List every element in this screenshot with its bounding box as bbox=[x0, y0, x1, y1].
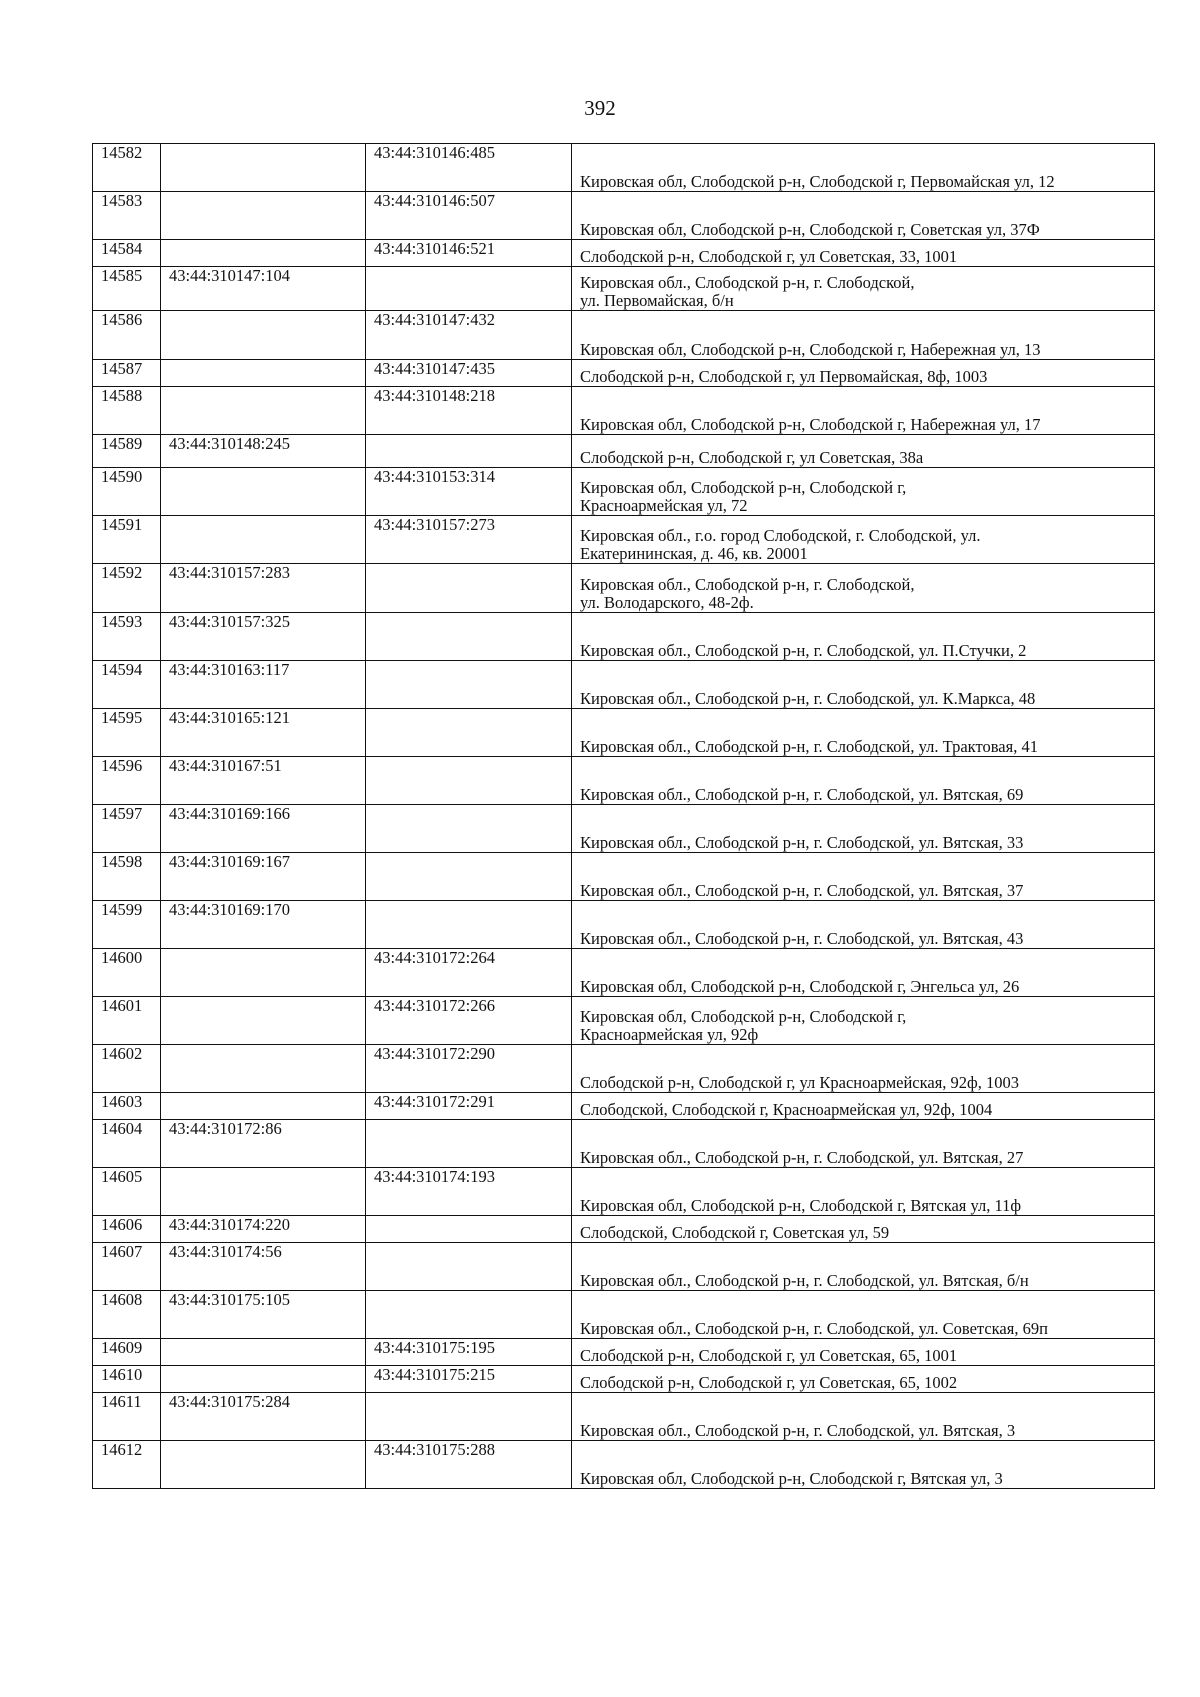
row-number-cell: 14585 bbox=[93, 267, 161, 311]
table-row bbox=[93, 468, 1155, 516]
address-cell: Слободской р-н, Слободской г, ул Красноармейская, 92ф, 1003 bbox=[572, 1045, 1155, 1093]
row-number-cell: 14605 bbox=[93, 1168, 161, 1216]
cadastral-number-cell bbox=[161, 1339, 366, 1366]
table-row bbox=[93, 311, 1155, 360]
cadastral-number-cell: 43:44:310167:51 bbox=[161, 757, 366, 805]
row-number-cell: 14586 bbox=[93, 311, 161, 360]
cadastral-number-cell bbox=[161, 468, 366, 516]
cadastral-number-cell: 43:44:310169:170 bbox=[161, 901, 366, 949]
table-row bbox=[93, 949, 1155, 997]
cadastral-number-alt-cell bbox=[366, 901, 572, 949]
cadastral-number-cell: 43:44:310169:167 bbox=[161, 853, 366, 901]
row-number-cell: 14582 bbox=[93, 144, 161, 192]
cadastral-number-cell: 43:44:310148:245 bbox=[161, 435, 366, 468]
cadastral-number-cell bbox=[161, 1168, 366, 1216]
cadastral-number-alt-cell bbox=[366, 1120, 572, 1168]
row-number-cell: 14606 bbox=[93, 1216, 161, 1243]
cadastral-number-alt-cell bbox=[366, 613, 572, 661]
cadastral-number-cell: 43:44:310172:86 bbox=[161, 1120, 366, 1168]
table-row bbox=[93, 805, 1155, 853]
row-number-cell: 14607 bbox=[93, 1243, 161, 1291]
cadastral-number-alt-cell: 43:44:310172:266 bbox=[366, 997, 572, 1045]
address-cell: Слободской, Слободской г, Красноармейская ул, 92ф, 1004 bbox=[572, 1093, 1155, 1120]
address-cell: Кировская обл, Слободской р-н, Слободской г, Красноармейская ул, 92ф bbox=[572, 997, 1155, 1045]
address-cell: Кировская обл., Слободской р-н, г. Слободской, ул. П.Стучки, 2 bbox=[572, 613, 1155, 661]
cadastral-number-cell bbox=[161, 311, 366, 360]
cadastral-number-cell bbox=[161, 387, 366, 435]
table-row bbox=[93, 757, 1155, 805]
address-cell: Кировская обл., Слободской р-н, г. Слободской, ул. Первомайская, б/н bbox=[572, 267, 1155, 311]
address-cell: Кировская обл., г.о. город Слободской, г. Слободской, ул. Екатерининская, д. 46, кв. 20001 bbox=[572, 516, 1155, 564]
table-row bbox=[93, 192, 1155, 240]
table-row bbox=[93, 901, 1155, 949]
cadastral-number-cell: 43:44:310174:56 bbox=[161, 1243, 366, 1291]
cadastral-number-cell: 43:44:310157:283 bbox=[161, 564, 366, 613]
cadastral-number-alt-cell: 43:44:310146:485 bbox=[366, 144, 572, 192]
cadastral-number-alt-cell bbox=[366, 709, 572, 757]
row-number-cell: 14595 bbox=[93, 709, 161, 757]
row-number-cell: 14602 bbox=[93, 1045, 161, 1093]
cadastral-number-cell: 43:44:310157:325 bbox=[161, 613, 366, 661]
cadastral-number-cell: 43:44:310175:105 bbox=[161, 1291, 366, 1339]
cadastral-number-cell: 43:44:310165:121 bbox=[161, 709, 366, 757]
address-cell: Кировская обл., Слободской р-н, г. Слободской, ул. Вятская, 27 bbox=[572, 1120, 1155, 1168]
row-number-cell: 14589 bbox=[93, 435, 161, 468]
table-row bbox=[93, 1120, 1155, 1168]
address-cell: Кировская обл, Слободской р-н, Слободской г, Советская ул, 37Ф bbox=[572, 192, 1155, 240]
cadastral-number-alt-cell: 43:44:310175:215 bbox=[366, 1366, 572, 1393]
row-number-cell: 14604 bbox=[93, 1120, 161, 1168]
table-row bbox=[93, 661, 1155, 709]
table-row bbox=[93, 267, 1155, 311]
row-number-cell: 14590 bbox=[93, 468, 161, 516]
address-cell: Кировская обл., Слободской р-н, г. Слободской, ул. Вятская, 33 bbox=[572, 805, 1155, 853]
row-number-cell: 14599 bbox=[93, 901, 161, 949]
cadastral-number-cell: 43:44:310163:117 bbox=[161, 661, 366, 709]
row-number-cell: 14610 bbox=[93, 1366, 161, 1393]
row-number-cell: 14601 bbox=[93, 997, 161, 1045]
address-cell: Кировская обл, Слободской р-н, Слободской г, Набережная ул, 13 bbox=[572, 311, 1155, 360]
table-row bbox=[93, 387, 1155, 435]
row-number-cell: 14608 bbox=[93, 1291, 161, 1339]
cadastral-number-alt-cell: 43:44:310147:435 bbox=[366, 360, 572, 387]
table-row bbox=[93, 853, 1155, 901]
table-row bbox=[93, 1168, 1155, 1216]
cadastral-number-alt-cell: 43:44:310148:218 bbox=[366, 387, 572, 435]
address-cell: Кировская обл., Слободской р-н, г. Слободской, ул. Вятская, б/н bbox=[572, 1243, 1155, 1291]
cadastral-number-alt-cell: 43:44:310175:288 bbox=[366, 1441, 572, 1489]
row-number-cell: 14587 bbox=[93, 360, 161, 387]
row-number-cell: 14594 bbox=[93, 661, 161, 709]
cadastral-number-cell bbox=[161, 192, 366, 240]
cadastral-number-alt-cell bbox=[366, 1243, 572, 1291]
registry-table bbox=[92, 143, 1155, 1489]
table-row bbox=[93, 1393, 1155, 1441]
cadastral-number-cell: 43:44:310169:166 bbox=[161, 805, 366, 853]
address-cell: Слободской, Слободской г, Советская ул, 59 bbox=[572, 1216, 1155, 1243]
table-row bbox=[93, 1441, 1155, 1489]
table-row bbox=[93, 997, 1155, 1045]
cadastral-number-alt-cell: 43:44:310172:264 bbox=[366, 949, 572, 997]
cadastral-number-alt-cell: 43:44:310146:521 bbox=[366, 240, 572, 267]
row-number-cell: 14600 bbox=[93, 949, 161, 997]
table-row bbox=[93, 1216, 1155, 1243]
cadastral-number-alt-cell: 43:44:310172:291 bbox=[366, 1093, 572, 1120]
cadastral-number-cell: 43:44:310174:220 bbox=[161, 1216, 366, 1243]
cadastral-number-cell bbox=[161, 240, 366, 267]
cadastral-number-alt-cell bbox=[366, 1291, 572, 1339]
address-cell: Кировская обл., Слободской р-н, г. Слободской, ул. Володарского, 48-2ф. bbox=[572, 564, 1155, 613]
table-row bbox=[93, 360, 1155, 387]
address-cell: Кировская обл, Слободской р-н, Слободской г, Энгельса ул, 26 bbox=[572, 949, 1155, 997]
cadastral-number-alt-cell bbox=[366, 1216, 572, 1243]
row-number-cell: 14597 bbox=[93, 805, 161, 853]
row-number-cell: 14611 bbox=[93, 1393, 161, 1441]
cadastral-number-alt-cell: 43:44:310172:290 bbox=[366, 1045, 572, 1093]
cadastral-number-alt-cell bbox=[366, 853, 572, 901]
address-cell: Кировская обл., Слободской р-н, г. Слободской, ул. Трактовая, 41 bbox=[572, 709, 1155, 757]
row-number-cell: 14591 bbox=[93, 516, 161, 564]
table-row bbox=[93, 1243, 1155, 1291]
address-cell: Кировская обл., Слободской р-н, г. Слободской, ул. Вятская, 69 bbox=[572, 757, 1155, 805]
cadastral-number-alt-cell: 43:44:310153:314 bbox=[366, 468, 572, 516]
cadastral-number-alt-cell: 43:44:310175:195 bbox=[366, 1339, 572, 1366]
row-number-cell: 14588 bbox=[93, 387, 161, 435]
cadastral-number-cell bbox=[161, 1045, 366, 1093]
registry-rows bbox=[93, 144, 1155, 1489]
cadastral-number-alt-cell: 43:44:310147:432 bbox=[366, 311, 572, 360]
table-row bbox=[93, 516, 1155, 564]
table-row bbox=[93, 1093, 1155, 1120]
table-row bbox=[93, 240, 1155, 267]
row-number-cell: 14584 bbox=[93, 240, 161, 267]
address-cell: Кировская обл., Слободской р-н, г. Слободской, ул. Вятская, 43 bbox=[572, 901, 1155, 949]
table-row bbox=[93, 435, 1155, 468]
cadastral-number-alt-cell bbox=[366, 435, 572, 468]
table-row bbox=[93, 1339, 1155, 1366]
cadastral-number-cell bbox=[161, 360, 366, 387]
cadastral-number-alt-cell bbox=[366, 757, 572, 805]
table-row bbox=[93, 1045, 1155, 1093]
cadastral-number-cell bbox=[161, 949, 366, 997]
address-cell: Слободской р-н, Слободской г, ул Советская, 38а bbox=[572, 435, 1155, 468]
cadastral-number-alt-cell bbox=[366, 661, 572, 709]
row-number-cell: 14609 bbox=[93, 1339, 161, 1366]
row-number-cell: 14612 bbox=[93, 1441, 161, 1489]
address-cell: Кировская обл, Слободской р-н, Слободской г, Вятская ул, 11ф bbox=[572, 1168, 1155, 1216]
page-number: 392 bbox=[584, 96, 616, 120]
row-number-cell: 14603 bbox=[93, 1093, 161, 1120]
cadastral-number-alt-cell bbox=[366, 267, 572, 311]
cadastral-number-alt-cell: 43:44:310157:273 bbox=[366, 516, 572, 564]
cadastral-number-cell bbox=[161, 1366, 366, 1393]
address-cell: Слободской р-н, Слободской г, ул Первомайская, 8ф, 1003 bbox=[572, 360, 1155, 387]
table-row bbox=[93, 144, 1155, 192]
cadastral-number-alt-cell bbox=[366, 1393, 572, 1441]
address-cell: Кировская обл., Слободской р-н, г. Слободской, ул. Вятская, 37 bbox=[572, 853, 1155, 901]
cadastral-number-alt-cell: 43:44:310174:193 bbox=[366, 1168, 572, 1216]
row-number-cell: 14593 bbox=[93, 613, 161, 661]
cadastral-number-cell: 43:44:310175:284 bbox=[161, 1393, 366, 1441]
cadastral-number-alt-cell: 43:44:310146:507 bbox=[366, 192, 572, 240]
row-number-cell: 14596 bbox=[93, 757, 161, 805]
table-row bbox=[93, 564, 1155, 613]
table-row bbox=[93, 613, 1155, 661]
cadastral-number-cell bbox=[161, 1093, 366, 1120]
row-number-cell: 14592 bbox=[93, 564, 161, 613]
address-cell: Кировская обл., Слободской р-н, г. Слободской, ул. К.Маркса, 48 bbox=[572, 661, 1155, 709]
cadastral-number-alt-cell bbox=[366, 805, 572, 853]
address-cell: Кировская обл., Слободской р-н, г. Слободской, ул. Вятская, 3 bbox=[572, 1393, 1155, 1441]
address-cell: Слободской р-н, Слободской г, ул Советская, 33, 1001 bbox=[572, 240, 1155, 267]
cadastral-number-cell bbox=[161, 1441, 366, 1489]
cadastral-number-alt-cell bbox=[366, 564, 572, 613]
cadastral-number-cell bbox=[161, 997, 366, 1045]
address-cell: Кировская обл., Слободской р-н, г. Слободской, ул. Советская, 69п bbox=[572, 1291, 1155, 1339]
address-cell: Кировская обл, Слободской р-н, Слободской г, Красноармейская ул, 72 bbox=[572, 468, 1155, 516]
table-row bbox=[93, 1366, 1155, 1393]
cadastral-number-cell: 43:44:310147:104 bbox=[161, 267, 366, 311]
address-cell: Кировская обл, Слободской р-н, Слободской г, Вятская ул, 3 bbox=[572, 1441, 1155, 1489]
table-row bbox=[93, 1291, 1155, 1339]
address-cell: Слободской р-н, Слободской г, ул Советская, 65, 1002 bbox=[572, 1366, 1155, 1393]
table-row bbox=[93, 709, 1155, 757]
address-cell: Кировская обл, Слободской р-н, Слободской г, Набережная ул, 17 bbox=[572, 387, 1155, 435]
cadastral-number-cell bbox=[161, 516, 366, 564]
row-number-cell: 14583 bbox=[93, 192, 161, 240]
row-number-cell: 14598 bbox=[93, 853, 161, 901]
address-cell: Кировская обл, Слободской р-н, Слободской г, Первомайская ул, 12 bbox=[572, 144, 1155, 192]
address-cell: Слободской р-н, Слободской г, ул Советская, 65, 1001 bbox=[572, 1339, 1155, 1366]
cadastral-number-cell bbox=[161, 144, 366, 192]
